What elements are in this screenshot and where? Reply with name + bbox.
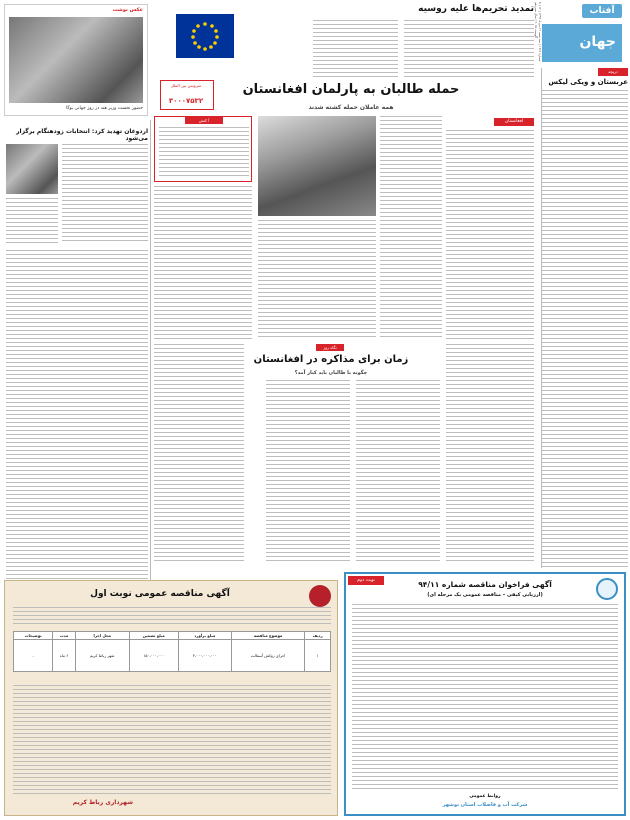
right-body-text: [542, 90, 628, 568]
ad-right-title: آگهی فراخوان مناقصه شماره ۹۴/۱۱: [418, 580, 552, 589]
photo-kicker: عکس نوشت: [112, 7, 143, 13]
erdogan-text-2: [6, 198, 58, 244]
main-text-col4: [154, 186, 252, 340]
analysis-subhead: چگونه با طالبان باید کنار آمد؟: [294, 370, 368, 376]
section-title: جهان: [542, 24, 622, 62]
photo-caption: حضور نخست وزیر هند در روز جهانی یوگا: [66, 106, 143, 111]
table-cell: ۱۵۰،۰۰۰،۰۰۰: [129, 640, 178, 672]
main-text-col3: [258, 220, 376, 340]
eu-flag: [176, 14, 234, 58]
ad-left-footer: شهرداری رباط کریم: [72, 799, 133, 806]
yoga-photo: [9, 17, 143, 103]
table-header: ردیف: [305, 632, 331, 640]
table-header: مبلغ تضمین: [129, 632, 178, 640]
afghanistan-tag: افغانستان: [494, 118, 534, 126]
top-center-title: تمدید تحریم‌ها علیه روسیه: [418, 4, 534, 14]
main-text-col2: [380, 116, 442, 340]
logo: آفتاب: [582, 4, 622, 18]
analysis-text-2: [356, 380, 440, 564]
service-badge: [160, 80, 214, 110]
analysis-text-3: [266, 380, 350, 564]
table-cell: ۳،۰۰۰،۰۰۰،۰۰۰: [178, 640, 231, 672]
divider: [150, 120, 151, 580]
main-subhead: همه عاملان حمله کشته شدند: [308, 104, 394, 111]
analysis-text-1: [446, 344, 534, 564]
ad-right-footer1: روابط عمومی: [469, 794, 501, 799]
photo-box: [4, 4, 148, 116]
table-cell: -: [14, 640, 53, 672]
right-title: عربستان و ویکی لیکس: [548, 78, 628, 86]
ad-left-notes: [13, 685, 331, 795]
masthead: [536, 2, 628, 64]
erdogan-text: [62, 144, 148, 244]
table-cell: ۱: [305, 640, 331, 672]
table-row: [14, 640, 331, 672]
top-center-text: [404, 20, 534, 80]
table-header-row: [14, 632, 331, 640]
tender-ad-left: [4, 580, 338, 816]
water-company-logo: [596, 578, 618, 600]
ad-right-footer2: شرکت آب و فاضلاب استان بوشهر: [442, 802, 528, 808]
table-header: محل اجرا: [75, 632, 129, 640]
table-header: مدت: [53, 632, 75, 640]
ad-left-title: آگهی مناقصه عمومی نوبت اول: [90, 589, 230, 599]
table-cell: اجرای روکش آسفالت: [231, 640, 304, 672]
table-header: موضوع مناقصه: [231, 632, 304, 640]
right-column: [542, 68, 628, 568]
analysis-text-4: [154, 344, 244, 564]
ad-ribbon: نوبت دوم: [348, 576, 384, 585]
main-text-col1: [446, 130, 534, 340]
date-line: ۸ | شماره ۱۶۶۶ | سه شنبه ۲۱ مرداد ۱۳۹۴ | ۱۲ آگوست ۲۰۱۵ | سال سیزدهم: [534, 2, 542, 62]
top-center-text-2: [313, 20, 398, 80]
table-cell: ۶ ماه: [53, 640, 75, 672]
ad-left-intro: [13, 607, 331, 627]
analysis-kicker: نگاه روز: [316, 344, 344, 351]
side-box: [154, 116, 252, 182]
erdogan-headline: اردوغان تهدید کرد: انتخابات زودهنگام برگزار می‌شود: [16, 128, 148, 142]
eu-stars-icon: [176, 14, 234, 58]
badge-phone: ۳۰۰۰۷۵۳۲: [168, 97, 204, 105]
main-headline: حمله طالبان به پارلمان افغانستان: [242, 82, 460, 97]
badge-text: سرویس بین الملل: [170, 83, 202, 88]
right-kicker: دریچه: [598, 68, 628, 76]
ad-right-subtitle: (ارزیابی کیفی – مناقصه عمومی یک مرحله ای): [427, 592, 543, 598]
table-cell: شهر رباط کریم: [75, 640, 129, 672]
parliament-photo: [258, 116, 376, 216]
erdogan-photo: [6, 144, 58, 194]
erdogan-text-3: [6, 250, 148, 580]
municipality-logo: [309, 585, 331, 607]
analysis-headline: زمان برای مذاکره در افغانستان: [253, 354, 409, 365]
ad-right-text: [352, 604, 618, 790]
table-header: مبلغ برآورد: [178, 632, 231, 640]
tender-ad-right: [344, 572, 626, 816]
divider: [541, 68, 542, 568]
tender-table: [13, 631, 331, 672]
side-box-text: [159, 127, 249, 179]
side-box-label: آ کنش: [185, 117, 223, 124]
table-header: توضیحات: [14, 632, 53, 640]
